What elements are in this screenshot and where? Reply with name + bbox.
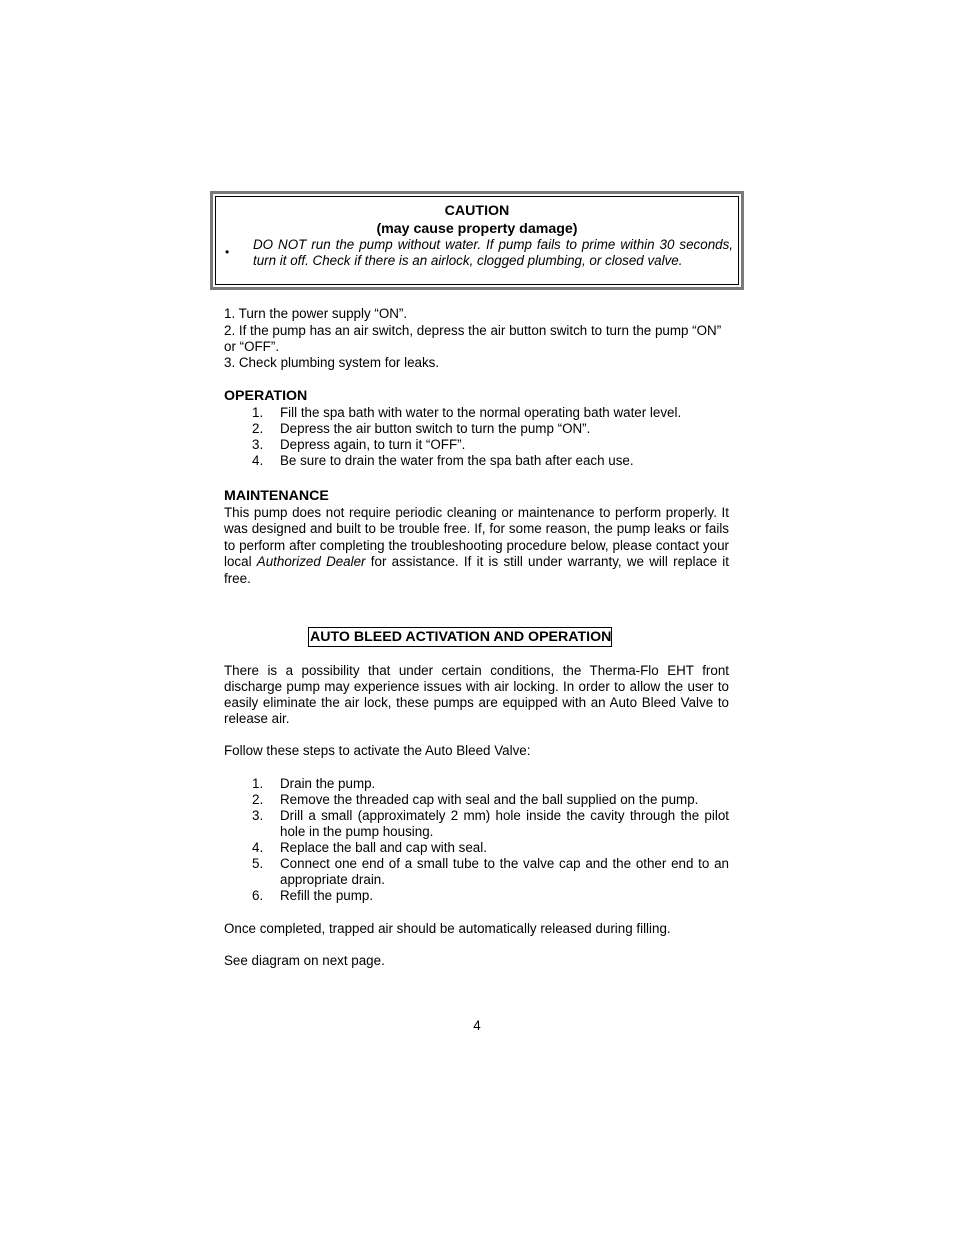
list-item [252, 405, 732, 421]
list-item [252, 776, 729, 792]
list-text: Fill the spa bath with water to the normal operating bath water level. [280, 405, 682, 420]
maintenance-text-end: for assistance. If it is still under warranty, we will replace it free. [224, 554, 729, 586]
list-item [252, 888, 729, 904]
startup-step: 3. Check plumbing system for leaks. [224, 355, 440, 370]
list-number: 6. [252, 888, 264, 903]
list-number: 3. [252, 808, 264, 823]
list-text: Be sure to drain the water from the spa bath after each use. [280, 453, 634, 468]
operation-heading: OPERATION [224, 388, 308, 404]
list-text: Remove the threaded cap with seal and the ball supplied on the pump. [280, 792, 699, 807]
maintenance-paragraph [224, 505, 729, 587]
list-number: 3. [252, 437, 264, 452]
maintenance-heading: MAINTENANCE [224, 488, 329, 504]
list-text: Depress the air button switch to turn the pump “ON”. [280, 421, 591, 436]
list-number: 4. [252, 453, 264, 468]
startup-step: 1. Turn the power supply “ON”. [224, 306, 408, 321]
caution-title: CAUTION [444, 203, 510, 219]
see-diagram-note: See diagram on next page. [224, 953, 385, 968]
caution-subtitle: (may cause property damage) [376, 221, 578, 237]
list-text: Depress again, to turn it “OFF”. [280, 437, 466, 452]
list-number: 2. [252, 421, 264, 436]
auto-bleed-completed: Once completed, trapped air should be automatically released during filling. [224, 921, 671, 936]
bullet-icon: • [225, 245, 230, 259]
list-text: Drain the pump. [280, 776, 376, 791]
list-number: 1. [252, 776, 264, 791]
authorized-dealer-text: Authorized Dealer [256, 554, 366, 570]
list-item [252, 421, 732, 437]
list-text: Refill the pump. [280, 888, 374, 903]
list-text: Replace the ball and cap with seal. [280, 840, 487, 855]
auto-bleed-intro: There is a possibility that under certain conditions, the Therma-Flo EHT front discharge pump may experience issues with air locking. In order to allow the user to easily eliminate the air lock, these pumps are equipped with an Auto Bleed Valve to release air. [224, 663, 729, 726]
list-number: 4. [252, 840, 264, 855]
startup-step: 2. If the pump has an air switch, depress the air button switch to turn the pump “ON” or “OFF”. [224, 323, 722, 354]
list-number: 1. [252, 405, 264, 420]
caution-inner-border [215, 196, 739, 285]
list-number: 2. [252, 792, 264, 807]
list-text: Connect one end of a small tube to the valve cap and the other end to an appropriate drain. [280, 856, 729, 887]
list-item [252, 856, 729, 888]
auto-bleed-steps [252, 776, 729, 904]
page-number: 4 [473, 1018, 481, 1033]
auto-bleed-follow: Follow these steps to activate the Auto Bleed Valve: [224, 743, 531, 758]
auto-bleed-heading: AUTO BLEED ACTIVATION AND OPERATION [310, 629, 612, 645]
list-item [252, 792, 729, 808]
caution-text: DO NOT run the pump without water. If pump fails to prime within 30 seconds, turn it off. Check if there is an airlock, clogged plumbing, or closed valve. [253, 237, 733, 268]
operation-list [252, 405, 732, 469]
list-item [252, 840, 729, 856]
list-item [252, 437, 732, 453]
maintenance-text: This pump does not require periodic cleaning or maintenance to perform properly. It was designed and built to be trouble free. If, for some reason, the pump leaks or fails to perform after completing the troubleshooting procedure below, please contact your local [224, 505, 729, 570]
list-item [252, 808, 729, 840]
caution-box [210, 191, 744, 290]
list-item [252, 453, 732, 469]
startup-steps [224, 306, 729, 371]
list-number: 5. [252, 856, 264, 871]
list-text: Drill a small (approximately 2 mm) hole inside the cavity through the pilot hole in the pump housing. [280, 808, 729, 839]
